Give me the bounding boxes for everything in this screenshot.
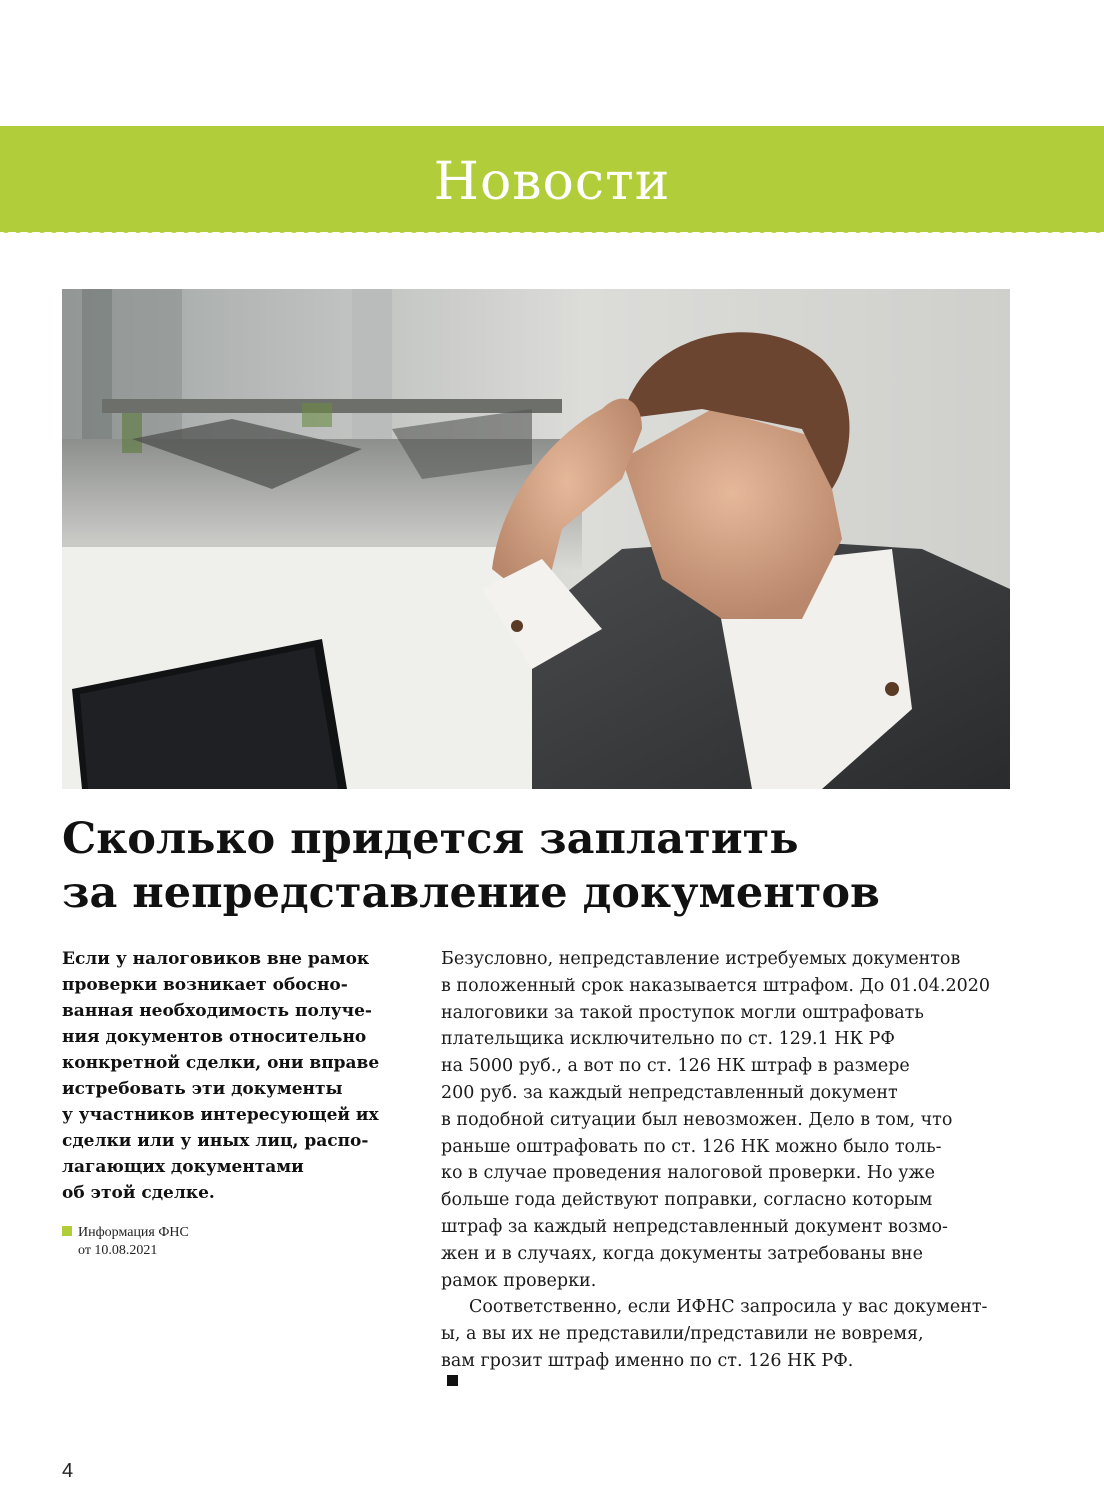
source-line-1: Информация ФНС <box>78 1225 189 1240</box>
article-headline <box>62 812 1022 920</box>
headline-line: Сколько придется заплатить <box>62 814 799 864</box>
green-square-icon <box>62 1226 72 1236</box>
body-line-text: вам грозит штраф именно по ст. 126 НК РФ. <box>441 1350 854 1371</box>
body-line: в положенный срок наказывается штрафом. До 01.04.2020 <box>441 975 990 996</box>
lead-line: истребовать эти документы <box>62 1079 343 1099</box>
lead-line: у участников интересующей их <box>62 1105 379 1125</box>
lead-line: об этой сделке. <box>62 1183 215 1203</box>
lead-line: проверки возникает обосно- <box>62 975 348 995</box>
body-line: раньше оштрафовать по ст. 126 НК можно было толь- <box>441 1136 942 1157</box>
page-number: 4 <box>62 1460 74 1482</box>
body-line: налоговики за такой проступок могли оштрафовать <box>441 1002 924 1023</box>
body-line: Соответственно, если ИФНС запросила у вас документ- <box>469 1297 988 1318</box>
headline-line: за непредставление документов <box>62 868 880 918</box>
lead-line: конкретной сделки, они вправе <box>62 1053 380 1073</box>
wavy-edge-decoration <box>0 224 1104 240</box>
body-line: ы, а вы их не представили/представили не вовремя, <box>441 1324 924 1345</box>
source-note <box>62 1224 362 1260</box>
body-line-last <box>441 1348 1021 1386</box>
body-line: Безусловно, непредставление истребуемых документов <box>441 949 961 969</box>
article-photo <box>62 289 1010 789</box>
body-line: рамок проверки. <box>441 1270 597 1291</box>
body-line: на 5000 руб., а вот по ст. 126 НК штраф в размере <box>441 1056 910 1077</box>
body-line: штраф за каждый непредставленный документ возмо- <box>441 1216 948 1237</box>
body-line: плательщика исключительно по ст. 129.1 НК РФ <box>441 1029 895 1050</box>
end-of-article-mark <box>447 1375 458 1386</box>
man-at-laptop-photo <box>62 289 1010 789</box>
lead-line: сделки или у иных лиц, распо- <box>62 1131 369 1151</box>
body-line: больше года действуют поправки, согласно которым <box>441 1190 933 1211</box>
lead-line: ванная необходимость получе- <box>62 1001 372 1021</box>
lead-paragraph <box>62 946 402 1206</box>
body-line: 200 руб. за каждый непредставленный документ <box>441 1082 898 1103</box>
body-line: ко в случае проведения налоговой проверки. Но уже <box>441 1163 935 1184</box>
section-title: Новости <box>433 152 671 212</box>
lead-line: ния документов относительно <box>62 1027 367 1047</box>
lead-line: лагающих документами <box>62 1157 304 1177</box>
body-line: в подобной ситуации был невозможен. Дело в том, что <box>441 1109 953 1130</box>
lead-line: Если у налоговиков вне рамок <box>62 949 370 969</box>
article-body <box>441 946 1021 1386</box>
body-line: жен и в случаях, когда документы затребованы вне <box>441 1243 923 1264</box>
source-line-2: от 10.08.2021 <box>78 1243 158 1258</box>
